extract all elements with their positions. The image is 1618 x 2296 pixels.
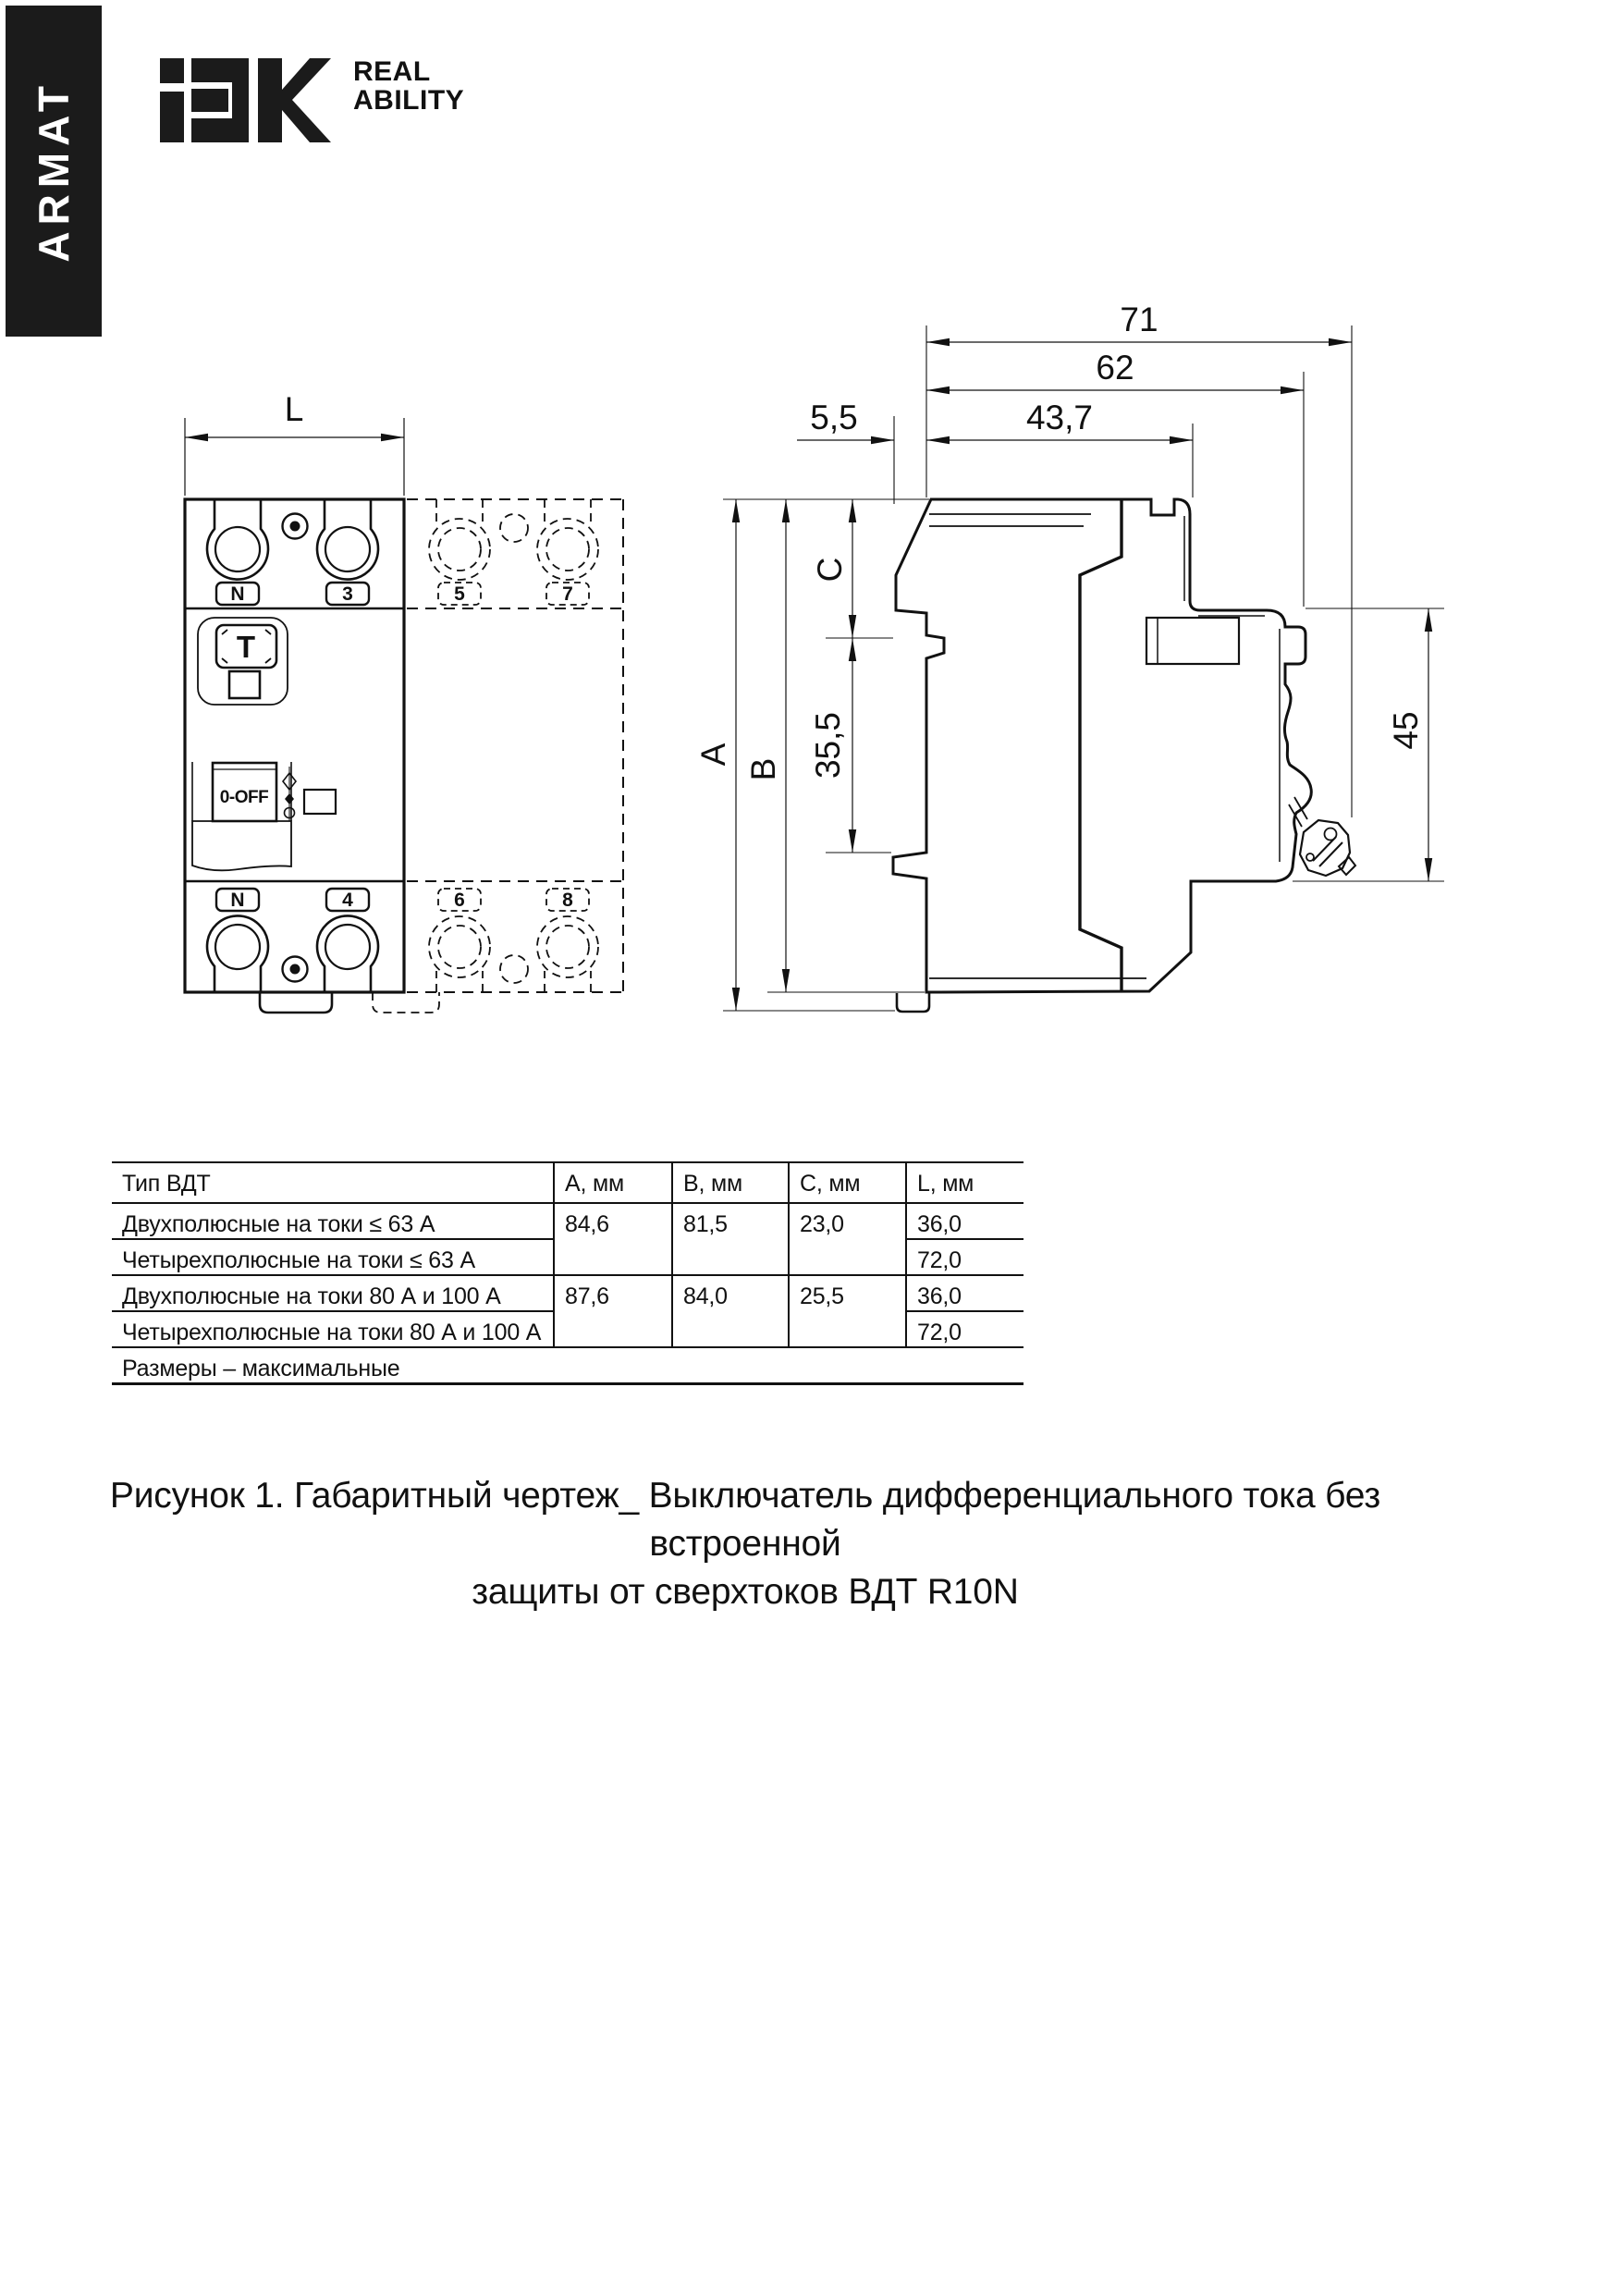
table-footnote: Размеры – максимальные	[112, 1347, 1024, 1384]
table-row	[112, 1203, 1024, 1239]
front-test-button	[198, 618, 288, 705]
col-header-c: C, мм	[789, 1162, 906, 1203]
dim-label-45: 45	[1387, 711, 1425, 750]
table-footer-row	[112, 1347, 1024, 1384]
armat-banner-label: ARMAT	[30, 80, 78, 263]
side-bottom-foot	[897, 992, 929, 1012]
col-header-type: Тип ВДТ	[112, 1162, 554, 1203]
table-header-row	[112, 1162, 1024, 1203]
dim-label-71: 71	[1120, 301, 1158, 338]
dim-label-5-5: 5,5	[810, 399, 858, 436]
cell-l: 72,0	[906, 1239, 1024, 1275]
dim-label-C: C	[811, 557, 849, 583]
cell-a: 87,6	[554, 1275, 672, 1347]
cell-c: 23,0	[789, 1203, 906, 1275]
cell-l: 36,0	[906, 1203, 1024, 1239]
figure-caption-line1: Рисунок 1. Габаритный чертеж_ Выключатель дифференциального тока без встроенной	[109, 1476, 1381, 1564]
cell-type: Двухполюсные на токи 80 А и 100 А	[112, 1275, 554, 1311]
dim-label-B: B	[744, 757, 782, 781]
front-din-clip-dashed	[373, 992, 439, 1013]
front-terminals-bottom	[207, 915, 378, 992]
terminal-label-top-1: N	[230, 583, 245, 605]
test-button-label: T	[236, 630, 256, 664]
cell-b: 84,0	[672, 1275, 789, 1347]
front-din-clip	[260, 992, 332, 1013]
col-header-b: B, мм	[672, 1162, 789, 1203]
col-header-l: L, мм	[906, 1162, 1024, 1203]
cell-a: 84,6	[554, 1203, 672, 1275]
side-terminal-screw	[1289, 797, 1355, 876]
dim-label-L: L	[284, 390, 304, 428]
dim-label-43-7: 43,7	[1025, 399, 1094, 436]
front-switch	[192, 762, 336, 870]
cell-type: Четырехполюсные на токи ≤ 63 А	[112, 1239, 554, 1275]
figure-caption-line2: защиты от сверхтоков ВДТ R10N	[472, 1572, 1019, 1612]
front-4pole-dashed-outline	[407, 499, 623, 992]
dim-label-62: 62	[1096, 349, 1134, 387]
cell-b: 81,5	[672, 1203, 789, 1275]
col-header-a: A, мм	[554, 1162, 672, 1203]
terminal-label-bottom-3: 6	[454, 890, 465, 911]
front-terminals-top	[207, 499, 378, 580]
terminal-label-bottom-2: 4	[342, 890, 353, 911]
figure-caption	[102, 1472, 1389, 1616]
cell-c: 25,5	[789, 1275, 906, 1347]
dimensions-table	[112, 1161, 1024, 1385]
cell-l: 36,0	[906, 1275, 1024, 1311]
front-dim-L-lines	[185, 418, 404, 496]
dim-label-A: A	[694, 743, 732, 767]
side-view	[694, 301, 1444, 1012]
cell-l: 72,0	[906, 1311, 1024, 1347]
switch-label: 0-OFF	[219, 788, 269, 807]
cell-type: Четырехполюсные на токи 80 А и 100 А	[112, 1311, 554, 1347]
side-internal-lines	[929, 500, 1280, 990]
tagline-line1: REAL	[353, 56, 431, 87]
terminal-label-top-4: 7	[562, 583, 573, 605]
tagline-line2: ABILITY	[353, 85, 465, 116]
side-body-outline	[893, 499, 1311, 992]
terminal-label-top-3: 5	[454, 583, 465, 605]
terminal-label-bottom-4: 8	[562, 890, 573, 911]
table-row	[112, 1275, 1024, 1311]
terminal-label-top-2: 3	[342, 583, 353, 605]
front-terminals-dashed	[429, 499, 598, 992]
cell-type: Двухполюсные на токи ≤ 63 А	[112, 1203, 554, 1239]
dim-label-35-5: 35,5	[809, 711, 847, 780]
terminal-label-bottom-1: N	[230, 890, 245, 911]
front-view	[185, 390, 623, 1013]
